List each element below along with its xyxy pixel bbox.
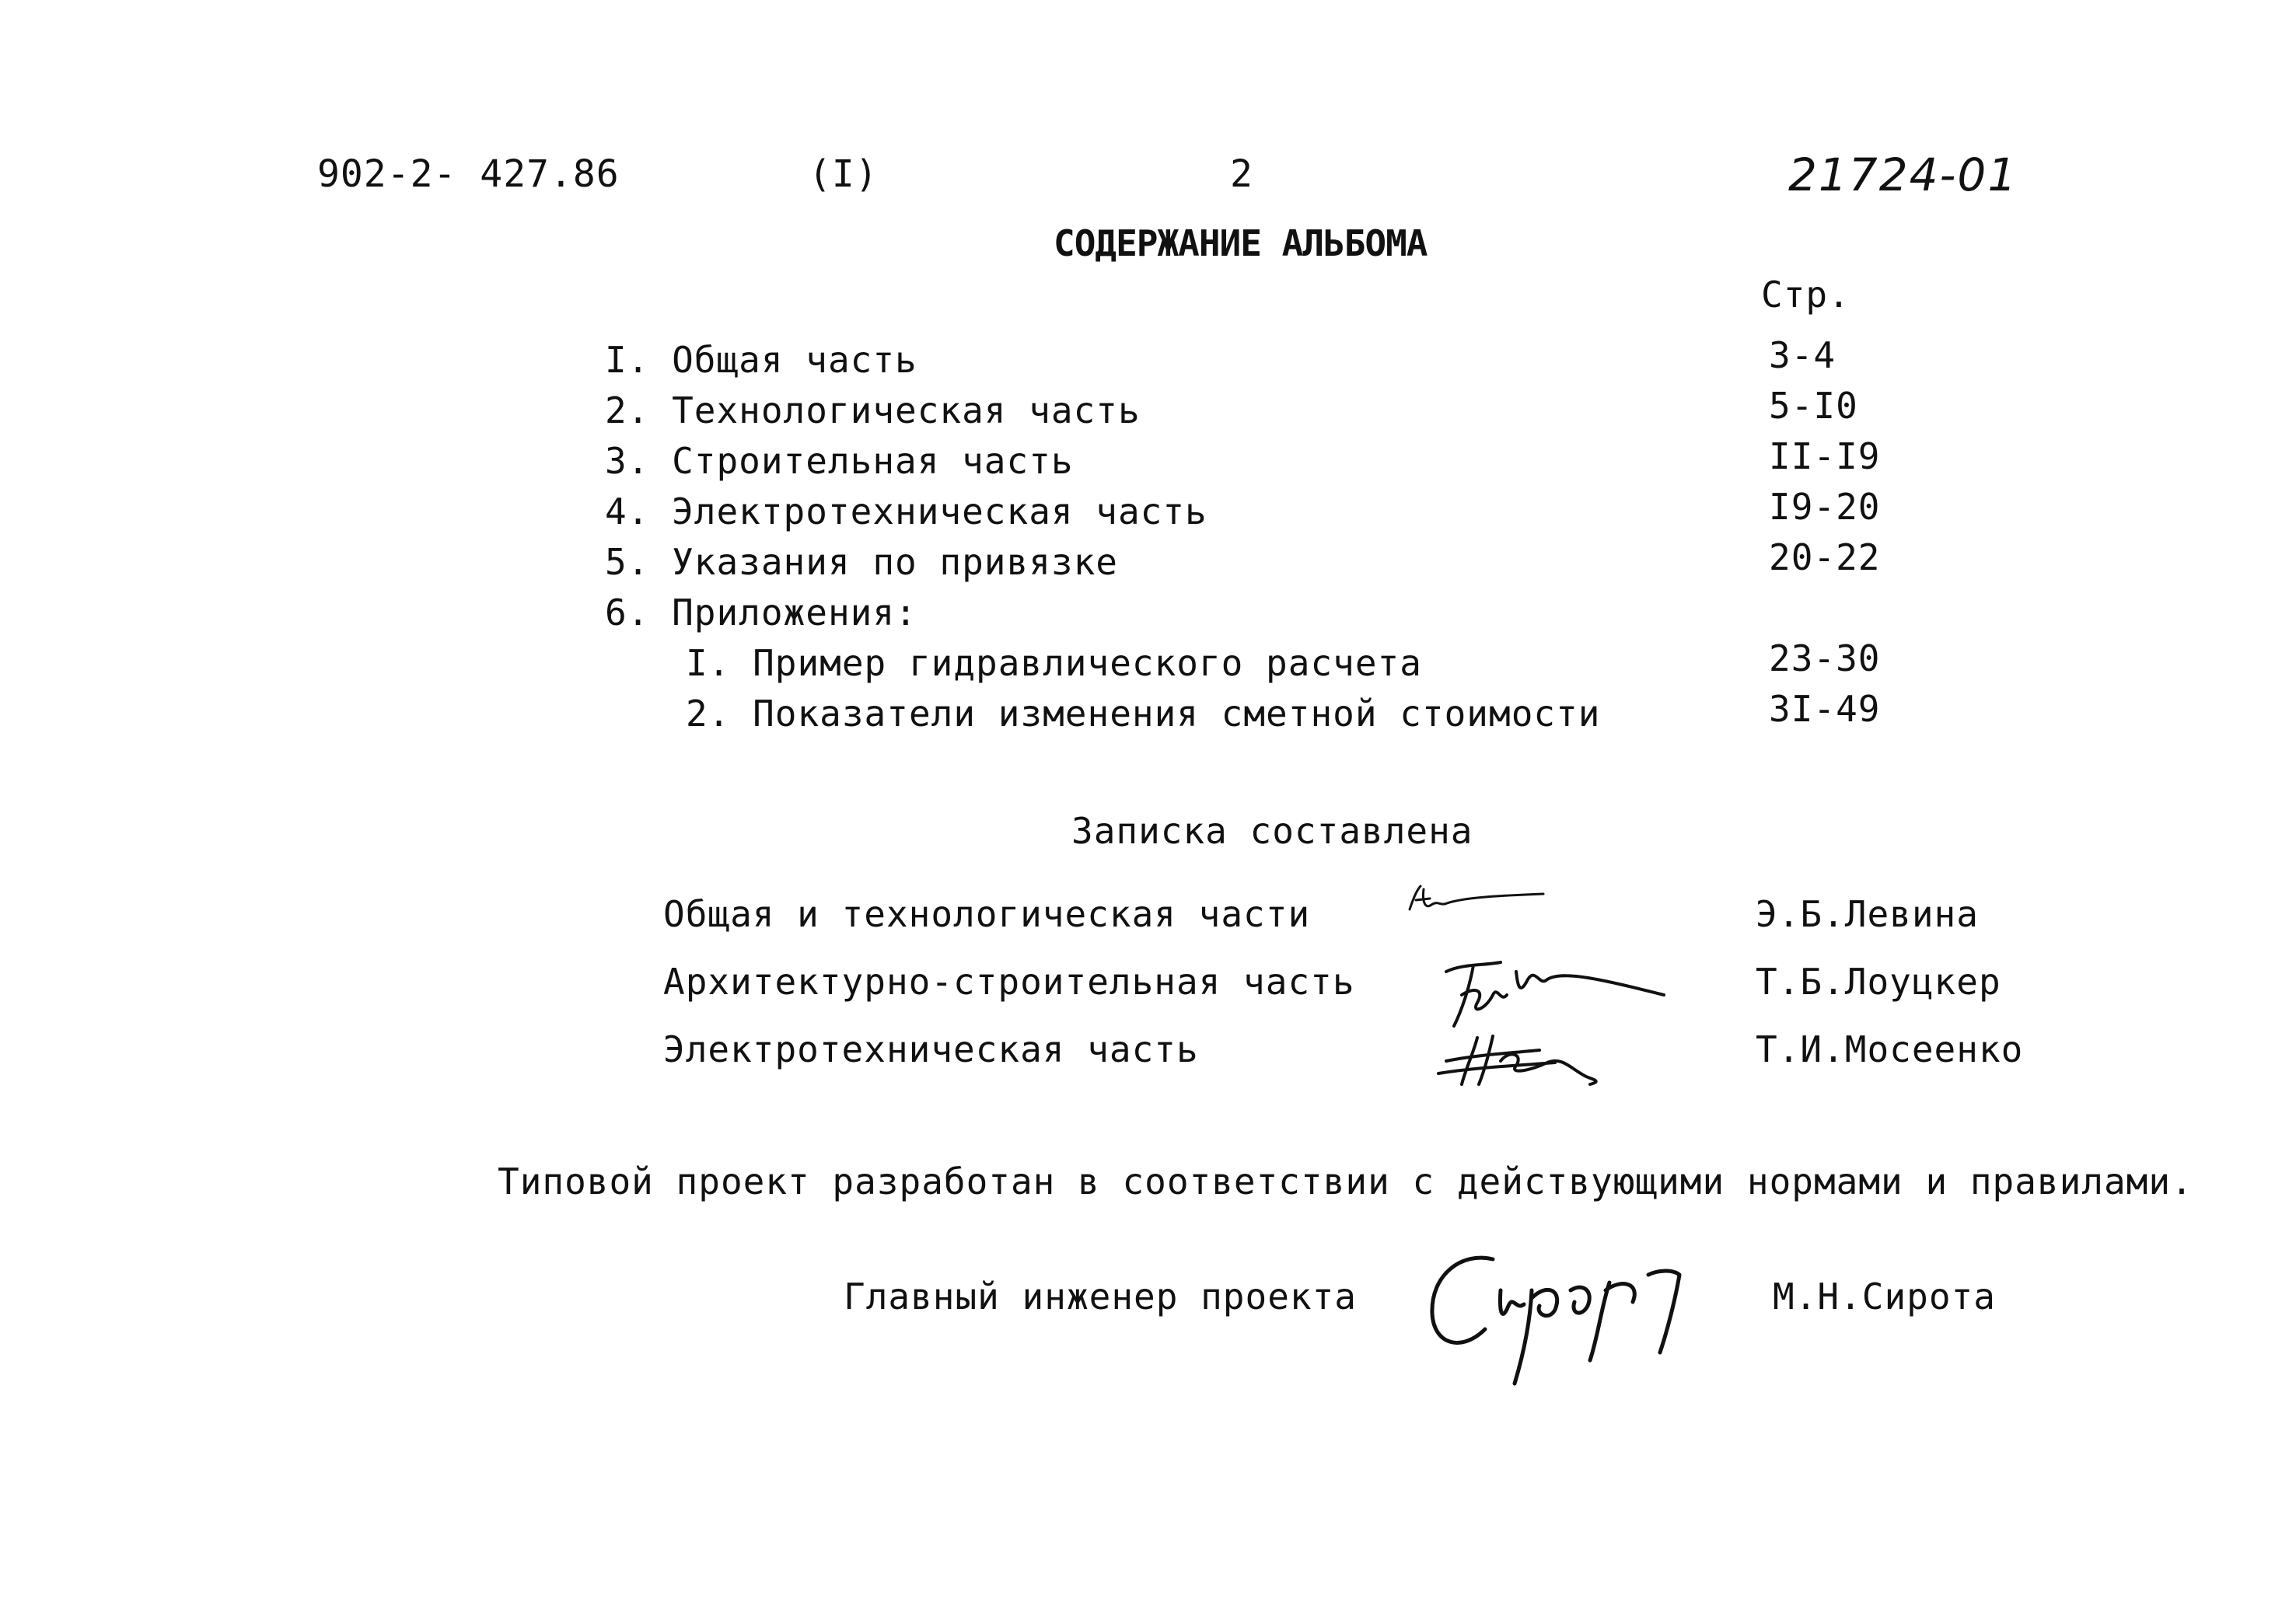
contents-title: СОДЕРЖАНИЕ АЛЬБОМА [1054, 222, 1428, 264]
authors-heading: Записка составлена [1071, 810, 1473, 852]
contents-item-6: 6. Приложения: [605, 592, 917, 633]
document-code: 902-2- 427.86 [317, 152, 620, 196]
contents-item-1-pages: 3-4 [1769, 334, 1836, 376]
author-name-3: Т.И.Мосеенко [1756, 1028, 2024, 1070]
contents-subitem-2-pages: 3I-49 [1769, 688, 1881, 730]
author-name-2: Т.Б.Лоуцкер [1756, 961, 2001, 1003]
chief-engineer-name: М.Н.Сирота [1773, 1276, 1996, 1318]
signature-moseenko [1431, 1022, 1617, 1092]
contents-item-2-pages: 5-I0 [1769, 385, 1858, 427]
contents-item-4: 4. Электротехническая часть [605, 490, 1207, 532]
contents-item-3-pages: II-I9 [1769, 435, 1881, 477]
contents-item-5-pages: 20-22 [1769, 536, 1881, 578]
contents-item-4-pages: I9-20 [1769, 486, 1881, 528]
contents-item-5: 5. Указания по привязке [605, 541, 1118, 583]
contents-item-1: I. Общая часть [605, 339, 917, 381]
contents-item-3: 3. Строительная часть [605, 440, 1074, 482]
contents-item-2: 2. Технологическая часть [605, 389, 1141, 431]
volume-number: (I) [809, 152, 879, 196]
author-name-1: Э.Б.Левина [1756, 893, 1979, 935]
signature-levina [1403, 878, 1559, 925]
author-section-2: Архитектурно-строительная часть [663, 961, 1355, 1003]
author-section-1: Общая и технологическая части [663, 893, 1311, 935]
contents-subitem-1: I. Пример гидравлического расчета [686, 642, 1422, 684]
contents-subitem-2: 2. Показатели изменения сметной стоимости [686, 693, 1601, 735]
contents-subitem-1-pages: 23-30 [1769, 637, 1881, 679]
compliance-statement: Типовой проект разработан в соответствии с действующими нормами и правилами. [498, 1161, 2193, 1202]
inventory-number: 21724-01 [1788, 148, 2018, 201]
page-number: 2 [1230, 152, 1253, 196]
chief-engineer-role: Главный инженер проекта [844, 1276, 1357, 1318]
signature-loutsker [1431, 948, 1679, 1034]
author-section-3: Электротехническая часть [663, 1028, 1199, 1070]
signature-sirota [1407, 1236, 1703, 1391]
page-column-label: Стр. [1761, 274, 1850, 316]
